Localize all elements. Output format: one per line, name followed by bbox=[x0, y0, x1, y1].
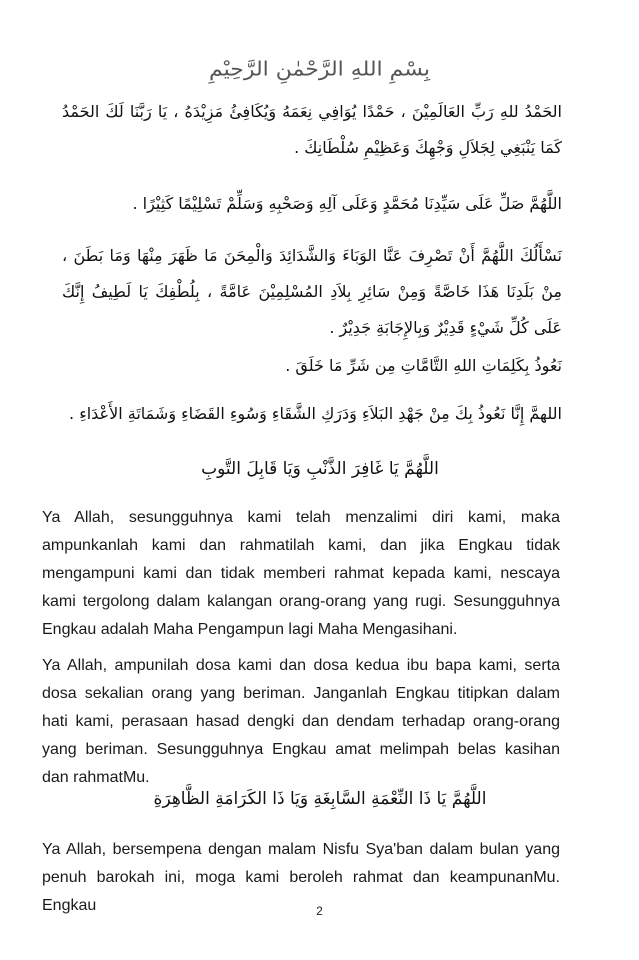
arabic-paragraph-salawat: اللَّهُمَّ صَلِّ عَلَى سَيِّدِنَا مُحَمَّدٍ وَعَلَى آلِهِ وَصَحْبِهِ وَسَلِّمْ تَسْلِيْمًا كَثِيْرًا . bbox=[132, 194, 562, 213]
arabic-heading-blessing: اللَّهُمَّ يَا ذَا النِّعْمَةِ السَّابِغَةِ وَيَا ذَا الكَرَامَةِ الظَّاهِرَةِ bbox=[153, 789, 487, 809]
malay-paragraph-2: Ya Allah, ampunilah dosa kami dan dosa kedua ibu bapa kami, serta dosa sekalian orang yang beriman. Janganlah Engkau titipkan dalam hati kami, perasaan hasad dengki dan dendam terhadap orang-orang yang beriman. Sesungguhnya Engkau amat melimpah belas kasihan dan rahmatMu. bbox=[42, 657, 560, 786]
arabic-heading-forgiver: اللَّهُمَّ يَا غَافِرَ الذَّنْبِ وَيَا قَابِلَ التَّوبِ bbox=[201, 459, 439, 479]
arabic-paragraph-praise: الحَمْدُ للهِ رَبِّ العَالَمِيْنَ ، حَمْدًا يُوَافِي نِعَمَهُ وَيُكَافِئُ مَزِيْدَهُ ، يَا رَبَّنَا لَكَ الحَمْدُ كَمَا يَنْبَغِي لِجَلاَلِ وَجْهِكَ وَعَظِيْمِ سُلْطَانِكَ . bbox=[62, 102, 562, 157]
arabic-paragraph-supplication: نَسْأَلُكَ اللَّهُمَّ أَنْ تَصْرِفَ عَنَّا الوَبَاءَ وَالشَّدَائِدَ وَالْمِحَنَ مَا ظَهَرَ مِنْهَا وَمَا بَطَنَ ، مِنْ بَلَدِنَا هَذَا خَاصَّةً وَمِنْ سَائِرِ بِلاَدِ المُسْلِمِيْنَ عَامَّةً ، بِلُطْفِكَ يَا لَطِيفُ إِنَّكَ عَلَى كُلِّ شَيْءٍ قَدِيْرٌ وَبِالإِجَابَةِ جَدِيْرٌ . bbox=[62, 246, 562, 337]
basmalah-text: بِسْمِ اللهِ الرَّحْمٰنِ الرَّحِيْمِ bbox=[208, 57, 431, 81]
malay-paragraph-1: Ya Allah, sesungguhnya kami telah menzalimi diri kami, maka ampunkanlah kami dan rahmatilah kami, dan jika Engkau tidak mengampuni kami dan tidak memberi rahmat kepada kami, nescaya kami tergolong dalam kalangan orang-orang yang rugi. Sesungguhnya Engkau adalah Maha Pengampun lagi Maha Mengasihani. bbox=[42, 509, 560, 638]
arabic-paragraph-protection: اللهمَّ إِنَّا نَعُوذُ بِكَ مِنْ جَهْدِ البَلاَءِ وَدَرَكِ الشَّقَاءِ وَسُوءِ القَضَاءِ وَشَمَاتَةِ الأَعْدَاءِ . bbox=[69, 404, 562, 423]
basmalah-calligraphy bbox=[0, 44, 639, 94]
arabic-paragraph-refuge: نَعُوذُ بِكَلِمَاتِ اللهِ التَّامَّاتِ مِن شَرِّ مَا خَلَقَ . bbox=[285, 356, 562, 375]
malay-paragraph-3: Ya Allah, bersempena dengan malam Nisfu Sya'ban dalam bulan yang penuh barokah ini, moga kami beroleh rahmat dan keampunanMu. Engkau bbox=[42, 841, 560, 914]
page-number: 2 bbox=[316, 904, 323, 918]
